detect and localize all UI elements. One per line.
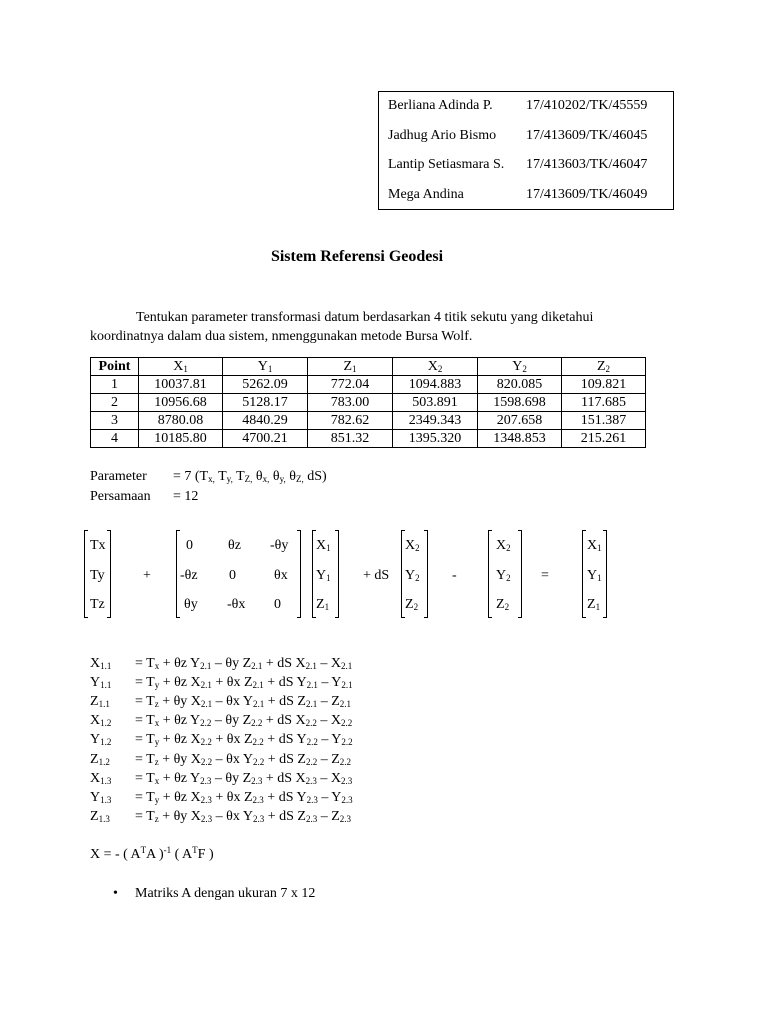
matrix-cell: $Y_1$ <box>316 568 331 583</box>
equation-lhs: $Z_{1.3}$ <box>90 808 110 824</box>
parameter-line <box>90 469 327 485</box>
table-row <box>91 412 646 430</box>
table-row <box>91 394 646 412</box>
author-row <box>388 98 648 114</box>
table-cell: 2349.343 <box>393 412 478 430</box>
matrix-cell: 0 <box>186 538 193 553</box>
equation-lhs: $X_{1.3}$ <box>90 770 112 786</box>
equation-line <box>90 789 353 806</box>
table-row <box>91 430 646 448</box>
table-cell: 2 <box>91 394 139 412</box>
col-header-y1: $Y_1$ <box>223 358 308 376</box>
table-cell: 4700.21 <box>223 430 308 448</box>
table-cell: 10185.80 <box>139 430 223 448</box>
author-row <box>388 128 648 144</box>
plus-operator: + <box>143 568 151 583</box>
equation-lhs: $Z_{1.1}$ <box>90 694 110 710</box>
rotation-matrix <box>176 530 301 618</box>
col-header-y2: $Y_2$ <box>478 358 562 376</box>
author-nim: 17/413609/TK/46049 <box>526 187 648 202</box>
system2-vector-b <box>488 530 522 618</box>
table-cell: 1 <box>91 376 139 394</box>
table-cell: 151.387 <box>562 412 646 430</box>
table-row <box>91 376 646 394</box>
matrix-cell: $X_2$ <box>405 538 420 553</box>
equation-line <box>90 770 353 787</box>
translation-matrix <box>84 530 111 618</box>
author-row <box>388 187 648 203</box>
matrix-cell: Tz <box>90 597 105 612</box>
matrix-cell: $Z_2$ <box>405 597 419 612</box>
col-header-z2: $Z_2$ <box>562 358 646 376</box>
equals-operator: = <box>541 568 549 583</box>
author-name: Lantip Setiasmara S. <box>388 157 505 172</box>
table-cell: 5262.09 <box>223 376 308 394</box>
author-row <box>388 157 648 173</box>
author-nim: 17/413603/TK/46047 <box>526 157 648 172</box>
matrix-cell: $Y_2$ <box>405 568 420 583</box>
equation-line <box>90 732 353 748</box>
equation-lhs: $Z_{1.2}$ <box>90 751 110 767</box>
table-cell: 782.62 <box>308 412 393 430</box>
bullet-dot-icon: • <box>113 886 118 901</box>
author-nim: 17/410202/TK/45559 <box>526 98 648 113</box>
author-name: Jadhug Ario Bismo <box>388 128 497 143</box>
bullet-text: Matriks A dengan ukuran 7 x 12 <box>135 886 316 901</box>
table-cell: 1094.883 <box>393 376 478 394</box>
col-header-x2: $X_2$ <box>393 358 478 376</box>
equation-lhs: $Y_{1.2}$ <box>90 732 112 748</box>
matrix-cell: Tx <box>90 538 106 553</box>
intro-paragraph <box>90 308 650 346</box>
table-cell: 10956.68 <box>139 394 223 412</box>
persamaan-value: = 12 <box>173 489 199 504</box>
persamaan-label: Persamaan <box>90 489 151 504</box>
table-cell: 8780.08 <box>139 412 223 430</box>
matrix-cell: $Z_1$ <box>316 597 330 612</box>
equation-lhs: $Y_{1.3}$ <box>90 789 112 805</box>
equation-rhs: = $T_y + \theta z$ $X_{2.2} + \theta x$ $Z_{2.2}$ + dS $Y_{2.2} - Y_{2.2}$ <box>135 732 353 748</box>
equation-rhs: = $T_y + \theta z$ $X_{2.3} + \theta x$ $Z_{2.3}$ + dS $Y_{2.3} - Y_{2.3}$ <box>135 789 353 805</box>
equation-line <box>90 713 353 729</box>
table-cell: 3 <box>91 412 139 430</box>
table-cell: 10037.81 <box>139 376 223 394</box>
matrix-cell: $X_1$ <box>316 538 331 553</box>
equation-lhs: $X_{1.2}$ <box>90 713 112 729</box>
equation-lhs: $Y_{1.1}$ <box>90 675 112 691</box>
matrix-cell: θy <box>184 597 198 612</box>
author-name: Berliana Adinda P. <box>388 98 493 113</box>
system2-vector <box>401 530 428 618</box>
system1-vector-result <box>582 530 607 618</box>
equation-rhs: = $T_y + \theta z$ $X_{2.1} + \theta x$ $Z_{2.1}$ + dS $Y_{2.1} - Y_{2.1}$ <box>135 675 353 691</box>
table-cell: 1598.698 <box>478 394 562 412</box>
equation-line <box>90 751 352 768</box>
author-name: Mega Andina <box>388 187 464 202</box>
parameter-value: = 7 ($T_{x,}$ $T_{y,}$ $T_{Z,}$ $\theta_{x,}$ $\theta_{y,}$ $\theta_{Z,}$ dS) <box>173 469 327 484</box>
matrix-cell: $X_1$ <box>587 538 602 553</box>
table-cell: 783.00 <box>308 394 393 412</box>
table-cell: 772.04 <box>308 376 393 394</box>
table-cell: 1348.853 <box>478 430 562 448</box>
equation-line <box>90 694 352 710</box>
system1-vector <box>312 530 339 618</box>
equation-rhs: = $T_x + \theta z$ $Y_{2.2}$ – θy $Z_{2.2}$ + dS $X_{2.2} - X_{2.2}$ <box>135 713 353 729</box>
col-header-point: Point <box>91 358 139 376</box>
equation-line <box>90 675 353 691</box>
equation-lhs: $X_{1.1}$ <box>90 656 112 671</box>
col-header-z1: $Z_1$ <box>308 358 393 376</box>
equation-rhs: = $T_z + \theta y$ $X_{2.1}$ – θx $Y_{2.1}$ + dS $Z_{2.1} - Z_{2.1}$ <box>135 694 352 710</box>
table-cell: 1395.320 <box>393 430 478 448</box>
col-header-x1: $X_1$ <box>139 358 223 376</box>
matrix-cell: $Z_2$ <box>496 597 510 612</box>
matrix-cell: 0 <box>274 597 281 612</box>
equation-rhs: = $T_x + \theta z$ $Y_{2.1}$ – θy $Z_{2.1}$ + dS $X_{2.1} - X_{2.1}$ <box>135 656 353 671</box>
table-cell: 4840.29 <box>223 412 308 430</box>
matrix-cell: -θx <box>227 597 246 612</box>
coordinate-table <box>90 357 646 448</box>
table-header-row <box>91 358 646 376</box>
equation-line <box>90 656 353 672</box>
equation-line <box>90 808 352 825</box>
table-cell: 117.685 <box>562 394 646 412</box>
table-cell: 503.891 <box>393 394 478 412</box>
intro-line-2: koordinatnya dalam dua sistem, nmenggunakan metode Bursa Wolf. <box>90 329 473 344</box>
table-cell: 4 <box>91 430 139 448</box>
table-cell: 215.261 <box>562 430 646 448</box>
table-cell: 207.658 <box>478 412 562 430</box>
matrix-cell: $Y_1$ <box>587 568 602 583</box>
matrix-cell: 0 <box>229 568 236 583</box>
equation-rhs: = $T_z + \theta y$ $X_{2.3}$ – θx $Y_{2.3}$ + dS $Z_{2.3} - Z_{2.3}$ <box>135 808 352 824</box>
equation-rhs: = $T_x + \theta z$ $Y_{2.3}$ – θy $Z_{2.3}$ + dS $X_{2.3} - X_{2.3}$ <box>135 770 353 786</box>
matrix-cell: $Y_2$ <box>496 568 511 583</box>
matrix-cell: -θy <box>270 538 289 553</box>
matrix-cell: -θz <box>180 568 198 583</box>
page-title: Sistem Referensi Geodesi <box>270 248 444 265</box>
intro-line-1: Tentukan parameter transformasi datum berdasarkan 4 titik sekutu yang diketahui <box>136 310 594 325</box>
least-squares-formula: X = - ( $A^TA$ )$^{-1}$ ( $A^TF$ ) <box>90 845 214 862</box>
table-cell: 851.32 <box>308 430 393 448</box>
equation-rhs: = $T_z + \theta y$ $X_{2.2}$ – θx $Y_{2.2}$ + dS $Z_{2.2} - Z_{2.2}$ <box>135 751 352 767</box>
matrix-cell: θz <box>228 538 241 553</box>
persamaan-line <box>90 489 199 505</box>
matrix-cell: $X_2$ <box>496 538 511 553</box>
matrix-cell: θx <box>274 568 288 583</box>
author-nim: 17/413609/TK/46045 <box>526 128 648 143</box>
author-box <box>378 91 674 210</box>
matrix-cell: $Z_1$ <box>587 597 601 612</box>
matrix-cell: Ty <box>90 568 105 583</box>
minus-operator: - <box>452 568 457 583</box>
parameter-label: Parameter <box>90 469 147 484</box>
table-cell: 5128.17 <box>223 394 308 412</box>
plus-ds-operator: + dS <box>363 568 390 583</box>
table-cell: 820.085 <box>478 376 562 394</box>
table-cell: 109.821 <box>562 376 646 394</box>
